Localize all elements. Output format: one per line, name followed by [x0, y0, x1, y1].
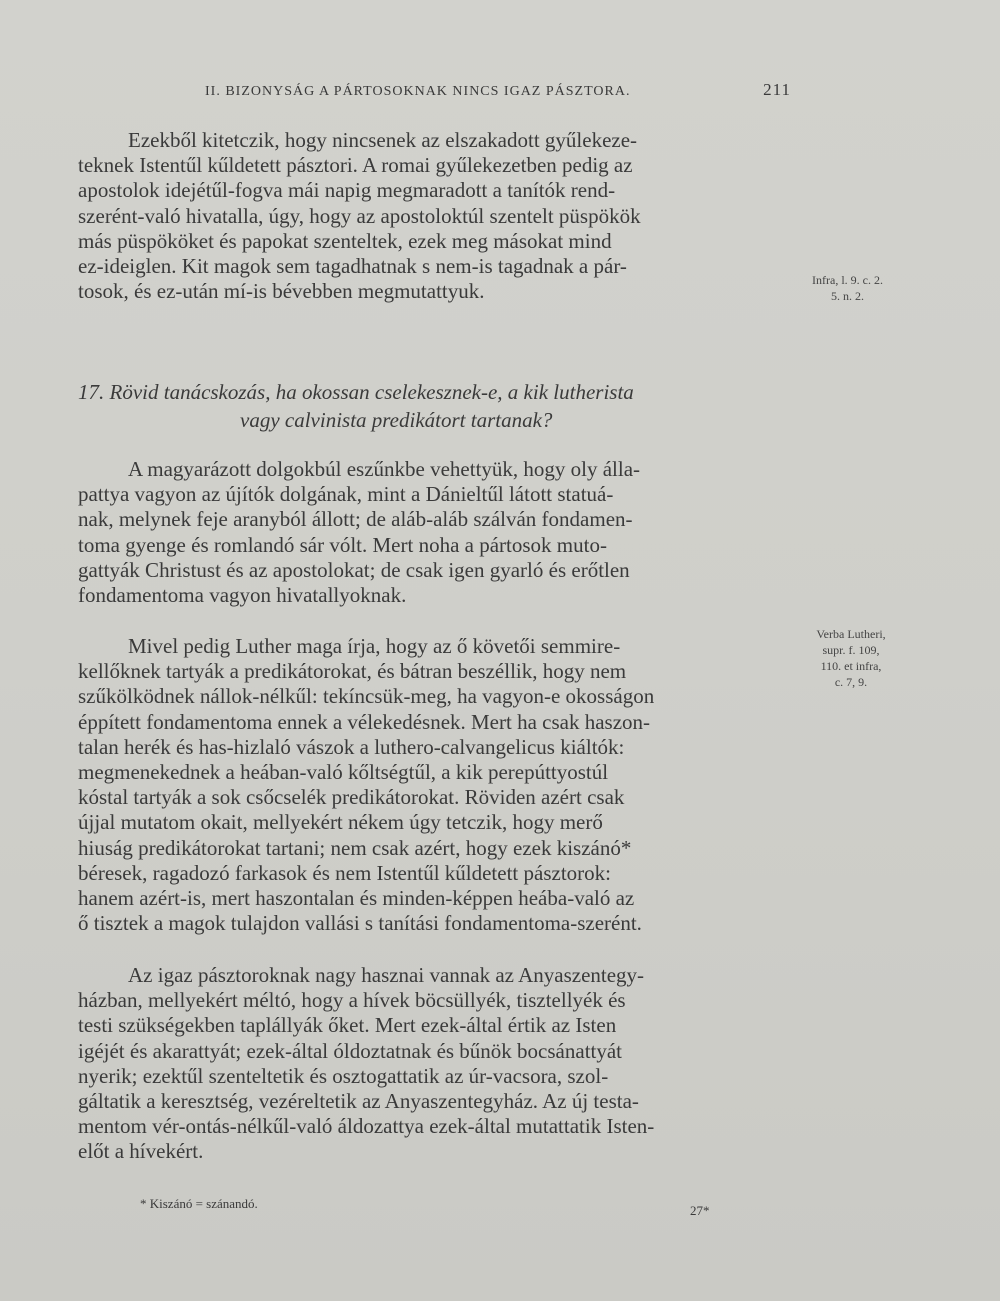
text-line: házban, mellyekért méltó, hogy a hívek böcsüllyék, tisztellyék és: [78, 988, 626, 1013]
section-heading-line: vagy calvinista predikátort tartanak?: [240, 408, 553, 432]
text-line: szerént-való hivatalla, úgy, hogy az apostoloktúl szentelt püspökök: [78, 203, 641, 228]
text-line: hanem azért-is, mert haszontalan és minden-képpen heába-való az: [78, 886, 635, 911]
paragraph-1: [78, 128, 794, 304]
text-line: fondamentoma vagyon hivatallyoknak.: [78, 583, 407, 608]
margin-note-line: supr. f. 109,: [822, 643, 880, 657]
page-number: 211: [763, 80, 791, 99]
text-line: előt a hívekért.: [78, 1139, 204, 1164]
signature-mark: 27*: [690, 1203, 710, 1218]
paragraph-3: [78, 634, 794, 936]
section-heading-line: 17. Rövid tanácskozás, ha okossan cselekesznek-e, a kik lutherista: [78, 380, 634, 404]
paragraph-2: [78, 457, 794, 608]
text-line: újjal mutatom okait, mellyekért nékem úgy tetczik, hogy merő: [78, 810, 603, 835]
text-line: szűkölködnek nállok-nélkűl: tekíncsük-meg, ha vagyon-e okosságon: [78, 684, 655, 709]
text-line: éppített fondamentoma ennek a vélekedésnek. Mert ha csak haszon-: [78, 709, 651, 734]
margin-note-line: 5. n. 2.: [831, 289, 864, 303]
text-line: A magyarázott dolgokbúl eszűnkbe vehettyük, hogy oly álla-: [128, 457, 641, 481]
footnote: * Kiszánó = szánandó.: [140, 1196, 258, 1211]
text-line: kellőknek tartyák a predikátorokat, és bátran beszéllik, hogy nem: [78, 659, 627, 684]
paragraph-4: [78, 963, 794, 1165]
text-line: Az igaz pásztoroknak nagy hasznai vannak az Anyaszentegy-: [128, 963, 645, 987]
text-line: testi szükségekben taplállyák őket. Mert ezek-által értik az Isten: [78, 1013, 617, 1038]
margin-note-line: c. 7, 9.: [834, 675, 868, 689]
text-line: megmenekednek a heában-való kőltségtűl, a kik perepúttyostúl: [78, 760, 609, 785]
text-line: Mivel pedig Luther maga írja, hogy az ő követői semmire-: [128, 634, 621, 658]
section-heading: [78, 378, 794, 434]
text-line: gáltatik a keresztség, vezéreltetik az Anyaszentegyház. Az új testa-: [78, 1089, 639, 1114]
text-line: mentom vér-ontás-nélkűl-való áldozattya ezek-által mutattatik Isten-: [78, 1114, 655, 1139]
text-line: ő tisztek a magok tulajdon vallási s tanítási fondamentoma-szerént.: [78, 911, 642, 936]
text-line: toma gyenge és romlandó sár vólt. Mert noha a pártosok muto-: [78, 532, 607, 557]
margin-note-infra: [800, 272, 895, 304]
text-line: nak, melynek feje aranyból állott; de aláb-aláb szálván fondamen-: [78, 507, 633, 532]
text-line: gattyák Christust és az apostolokat; de csak igen gyarló és erőtlen: [78, 557, 630, 582]
text-line: kóstal tartyák a sok csőcselék predikátorokat. Röviden azért csak: [78, 785, 625, 810]
text-line: tosok, és ez-után mí-is bévebben megmutattyuk.: [78, 279, 485, 304]
margin-note-line: Infra, l. 9. c. 2.: [812, 273, 883, 287]
text-line: ez-ideiglen. Kit magok sem tagadhatnak s nem-is tagadnak a pár-: [78, 254, 627, 279]
text-line: hiuság predikátorokat tartani; nem csak azért, hogy ezek kiszánó*: [78, 835, 632, 860]
text-line: béresek, ragadozó farkasok és nem Istentűl kűldetett pásztorok:: [78, 860, 611, 885]
text-line: pattya vagyon az újítók dolgának, mint a Dánieltűl látott statuá-: [78, 482, 614, 507]
margin-note-line: 110. et infra,: [820, 659, 882, 673]
text-line: Ezekből kitetczik, hogy nincsenek az elszakadott gyűlekeze-: [128, 128, 638, 152]
text-line: teknek Istentűl kűldetett pásztori. A romai gyűlekezetben pedig az: [78, 153, 633, 178]
text-line: más püspököket és papokat szenteltek, ezek meg másokat mind: [78, 228, 612, 253]
text-line: igéjét és akarattyát; ezek-által óldoztatnak és bűnök bocsánattyát: [78, 1038, 623, 1063]
margin-note-verba-lutheri: [800, 626, 902, 690]
running-title: II. BIZONYSÁG A PÁRTOSOKNAK NINCS IGAZ PÁSZTORA.: [205, 84, 631, 99]
text-line: nyerik; ezektűl szenteltetik és osztogattatik az úr-vacsora, szol-: [78, 1063, 609, 1088]
margin-note-line: Verba Lutheri,: [816, 627, 886, 641]
text-line: apostolok idejétűl-fogva mái napig megmaradott a tanítók rend-: [78, 178, 616, 203]
text-line: talan herék és has-hizlaló vászok a luthero-calvangelicus kiáltók:: [78, 734, 625, 759]
